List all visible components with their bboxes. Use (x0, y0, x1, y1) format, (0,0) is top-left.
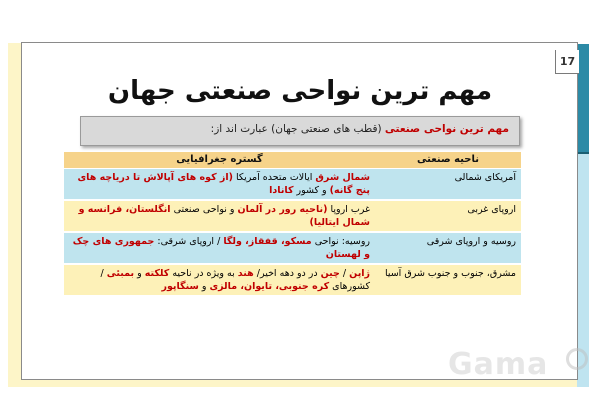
highlighted-term: ژاپن (349, 267, 370, 279)
highlighted-term: (از کوه های آپالاش تا دریاچه های پنج گانه) (77, 171, 370, 196)
extent-cell (64, 264, 375, 296)
subtitle-highlight: مهم ترین نواحی صنعتی (384, 123, 509, 135)
watermark-logo: Gama (448, 347, 549, 382)
subtitle-bar (80, 116, 520, 146)
extent-text: در دو دهه اخیر/ (253, 267, 321, 279)
table-header-row (64, 152, 521, 168)
header-region: ناحیه صنعتی (375, 152, 521, 168)
region-cell: مشرق، جنوب و جنوب شرق آسیا (375, 264, 521, 296)
extent-text: / اروپای شرقی: (154, 235, 224, 247)
industrial-regions-table (64, 152, 521, 297)
highlighted-term: مسکو، قفقاز، ولگا (223, 235, 312, 247)
table-row (64, 168, 521, 200)
extent-text: روسیه: نواحی (311, 235, 370, 247)
highlighted-term: بمبئی (106, 267, 135, 279)
highlighted-term: کلکته (144, 267, 170, 279)
region-cell: آمریکای شمالی (375, 168, 521, 200)
region-cell: روسیه و اروپای شرقی (375, 232, 521, 264)
extent-cell (64, 168, 375, 200)
page-title: مهم ترین نواحی صنعتی جهان (107, 76, 493, 106)
table-row (64, 200, 521, 232)
highlighted-term: کره جنوبی، تایوان، مالزی (209, 280, 330, 292)
table-row (64, 264, 521, 296)
highlighted-term: چین (320, 267, 340, 279)
highlighted-term: کانادا (269, 184, 294, 196)
region-cell: اروپای غربی (375, 200, 521, 232)
highlighted-term: (ناحیه رور در آلمان (237, 203, 328, 215)
highlighted-term: هند (237, 267, 254, 279)
page-number: 17 (555, 50, 579, 74)
extent-text: و نواحی صنعتی (170, 203, 238, 215)
extent-text: و کشور (293, 184, 330, 196)
extent-text: ایالات متحده آمریکا (232, 171, 316, 183)
table-row (64, 232, 521, 264)
highlighted-term: سنگاپور (161, 280, 199, 292)
extent-cell (64, 200, 375, 232)
extent-text: غرب اروپا (327, 203, 370, 215)
subtitle-text: (قطب های صنعتی جهان) عبارت اند از: (210, 123, 385, 135)
highlighted-term: شمال شرق (315, 171, 370, 183)
watermark-icon (566, 348, 588, 370)
extent-text: و (198, 280, 210, 292)
highlighted-term: جمهوری های چک و لهستان (72, 235, 370, 260)
highlighted-term: انگلستان، فرانسه و شمال ایتالیا) (78, 203, 370, 228)
header-extent: گستره جغرافیایی (64, 152, 375, 168)
extent-text: به ویژه در ناحیه (169, 267, 238, 279)
extent-text: / (339, 267, 350, 279)
extent-text: / کشورهای (100, 267, 370, 292)
extent-cell (64, 232, 375, 264)
frame-accent-divider (577, 152, 589, 154)
extent-text: و (134, 267, 145, 279)
